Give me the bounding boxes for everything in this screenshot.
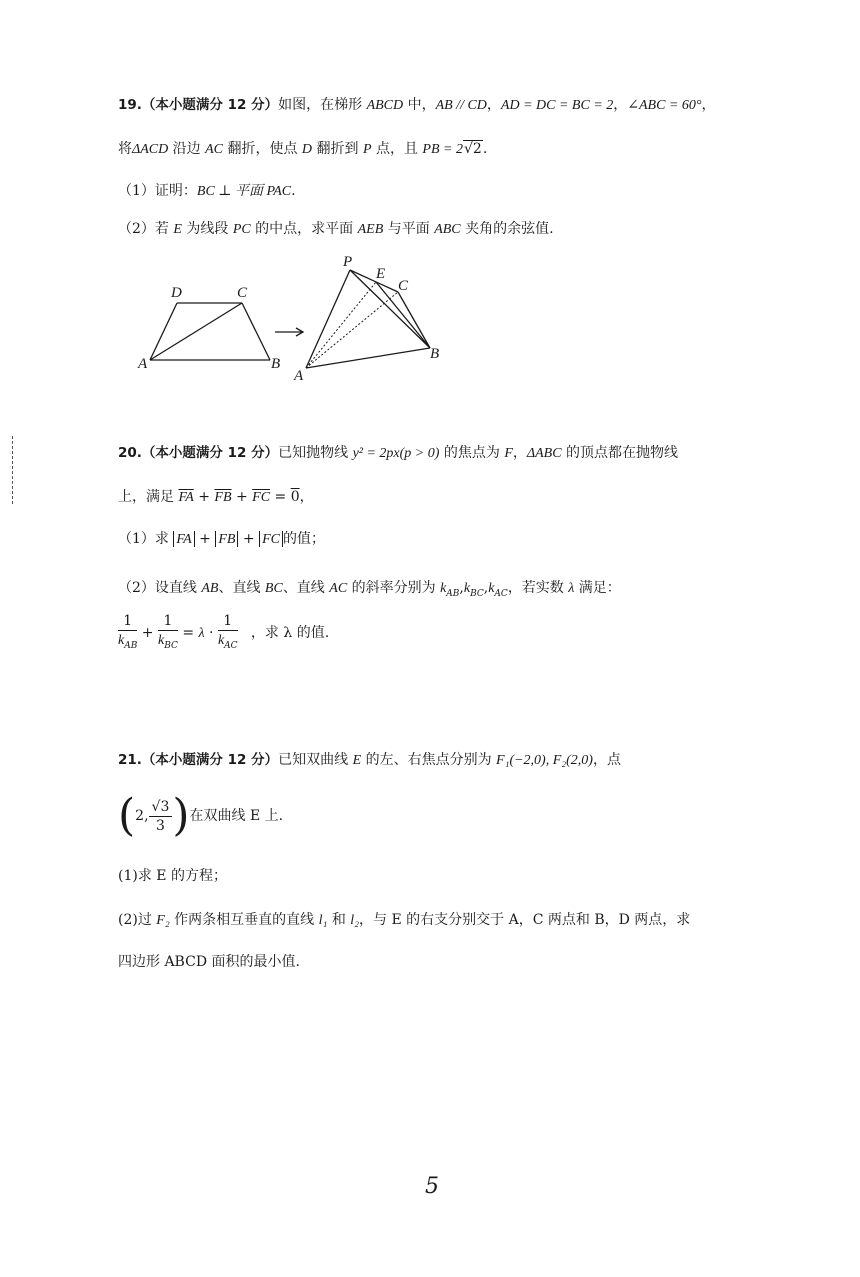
q20-sub1-text: （1）求 <box>118 531 174 547</box>
fold-ac-dashed <box>306 292 398 368</box>
margin-binding-mark <box>12 436 13 504</box>
label-p: P <box>343 254 353 270</box>
q20-abs-fa <box>173 531 194 547</box>
q20-abs-fc <box>259 531 283 547</box>
q20-line2: 上，满足 $\overline{FA} + \overline{FB} + \overline{FC} = 0$， <box>118 489 314 505</box>
frac-num: 1 <box>118 612 137 631</box>
q20-number: 20. <box>118 445 142 461</box>
q21-sub3-text: 四边形 ABCD 面积的最小值. <box>118 954 300 970</box>
fold-pc <box>350 270 398 292</box>
q20-text: ， <box>299 489 314 505</box>
label-c: C <box>237 285 248 301</box>
q19-line2 <box>118 139 487 160</box>
fold-ab <box>306 348 430 368</box>
q21-text: 和 <box>327 912 351 928</box>
q20-text: 、直线 <box>218 580 265 596</box>
q20-k: k <box>157 632 165 648</box>
q20-triangle: ΔABC <box>526 446 562 461</box>
q20-score-tag: （本小题满分 12 分） <box>141 445 279 461</box>
q20-vec-fb: $\overline{FB}$ <box>214 490 232 505</box>
q20-k: k <box>488 581 495 596</box>
q21-sub1-text: (1)求 E 的方程； <box>118 868 227 884</box>
q19-perp: BC ⊥ 平面 <box>196 184 267 199</box>
q19-pb: PB = 2 <box>422 142 463 157</box>
q19-parallel: AB // CD <box>435 98 487 113</box>
q21-line1 <box>118 750 621 771</box>
label-a: A <box>138 356 148 372</box>
q19-abcd: ABCD <box>366 98 404 113</box>
q21-foci: F₁(−2,0), F₂(2,0) <box>496 753 593 768</box>
q20-sub-ac: AC <box>494 589 508 599</box>
q20-bc: BC <box>264 581 283 596</box>
q20-tail: ，求 λ 的值. <box>250 625 330 641</box>
q20-lambda: λ <box>568 581 575 596</box>
q19-text: . <box>482 141 488 157</box>
q20-k: k <box>118 632 125 648</box>
frac-den <box>118 631 137 655</box>
q20-vec-fa: $\overline{FA}$ <box>178 490 194 505</box>
q20-sub2: （2）设直线 AB、直线 BC、直线 AC 的斜率分别为 $k_{AB},k_{BC},k_{AC}$，若实数 λ 满足： <box>118 580 621 599</box>
q19-text: 如图，在梯形 <box>278 97 367 113</box>
q21-e: E <box>352 753 362 768</box>
q19-text: 将 <box>118 141 132 157</box>
q19-abc: ABC <box>434 222 461 237</box>
q21-sub2-text: (2)过 <box>118 912 157 928</box>
q19-p: P <box>362 142 372 157</box>
q20-text: 的斜率分别为 <box>347 580 441 596</box>
q20-sub-bc: BC <box>470 589 484 599</box>
q19-ac: AC <box>205 142 224 157</box>
label-e: E <box>376 266 386 282</box>
q19-text: . <box>291 183 296 199</box>
frac-num: 1 <box>218 612 238 631</box>
q19-text: ， <box>486 97 501 113</box>
q21-point-y <box>149 798 173 835</box>
q19-pc: PC <box>232 222 251 237</box>
q21-text: 在双曲线 E 上. <box>189 808 284 824</box>
frac-den: 3 <box>155 817 165 834</box>
q19-text: 沿边 <box>168 141 206 157</box>
q20-fa: FA <box>176 532 192 547</box>
q19-number: 19. <box>118 97 142 113</box>
frac-num: 1 <box>158 612 178 631</box>
q20-k: k <box>463 581 471 596</box>
q21-l2: l₂ <box>350 913 360 928</box>
fold-pa <box>306 270 350 368</box>
q20-k: k <box>440 581 447 596</box>
q19-aeb: AEB <box>357 222 384 237</box>
fold-ae-dashed <box>306 282 376 368</box>
q21-l1: l₁ <box>318 913 328 928</box>
q21-right-paren: ) <box>172 790 190 841</box>
q20-frac-bc <box>158 612 178 655</box>
q19-sub1-text: （1）证明： <box>118 183 197 199</box>
q20-text: 上，满足 <box>118 489 179 505</box>
q20-fc: FC <box>262 532 280 547</box>
q21-f2: F₂ <box>156 913 170 928</box>
q21-text: 已知双曲线 <box>278 752 353 768</box>
label-c2: C <box>398 278 409 294</box>
q19-angle: ∠ABC = 60° <box>627 98 702 113</box>
q20-k: k <box>217 632 225 648</box>
q20-sub2-text: （2）设直线 <box>118 580 202 596</box>
q20-fb: FB <box>218 532 236 547</box>
q20-sub-ac: AC <box>224 640 238 651</box>
q20-sub1: （1）求 FA + FB + FC 的值； <box>118 531 325 547</box>
q20-frac-ab <box>118 612 137 655</box>
q21-text: ，点 <box>592 752 621 768</box>
q20-sub-ab: AB <box>124 640 138 651</box>
q21-sub1 <box>118 866 227 886</box>
q20-abs-fb <box>215 531 238 547</box>
q20-lambda: λ <box>198 626 205 641</box>
q19-score-tag: （本小题满分 12 分） <box>141 97 279 113</box>
q21-text: 作两条相互垂直的直线 <box>169 912 319 928</box>
q19-d: D <box>301 142 313 157</box>
q21-score-tag: （本小题满分 12 分） <box>141 752 279 768</box>
q19-sub2 <box>118 219 554 240</box>
q19-text: ， <box>613 97 628 113</box>
q21-line2 <box>118 788 283 844</box>
frac-num: √3 <box>149 798 173 817</box>
q19-text: 的中点，求平面 <box>250 221 358 237</box>
q19-pac: PAC <box>266 184 292 199</box>
page-number: 5 <box>425 1174 439 1199</box>
q20-sub-ab: AB <box>446 589 460 599</box>
label-b2: B <box>430 346 440 362</box>
q19-sqrt2: √2 <box>463 141 482 157</box>
q19-text: 翻折，使点 <box>223 141 302 157</box>
label-d: D <box>171 285 182 301</box>
q20-f: F <box>504 446 513 461</box>
q20-text: 已知抛物线 <box>278 445 353 461</box>
q19-sub2-text: （2）若 <box>118 221 174 237</box>
q19-text: 点，且 <box>371 141 423 157</box>
q20-text: 的顶点都在抛物线 <box>561 445 678 461</box>
q20-text: 的值； <box>282 531 325 547</box>
q20-frac-ac <box>218 612 238 655</box>
q20-vec-zero: 0 <box>290 489 300 505</box>
q19-text: 夹角的余弦值. <box>460 221 554 237</box>
q20-formula: $\frac{1}{k_{AB}}$ + $\frac{1}{k_{BC}}$ = λ · $\frac{1}{k_{AC}}$ ，求 λ 的值. <box>118 610 329 657</box>
q19-text: 为线段 <box>181 221 233 237</box>
q20-line1 <box>118 443 678 464</box>
q20-text: ， <box>512 445 527 461</box>
q20-vec-fc: $\overline{FC}$ <box>252 490 271 505</box>
q19-text: 中， <box>403 97 436 113</box>
q19-sub1 <box>118 181 296 202</box>
q19-line1 <box>118 95 715 116</box>
q19-text: 与平面 <box>383 221 435 237</box>
q19-text: 翻折到 <box>312 141 363 157</box>
q20-ac: AC <box>329 581 348 596</box>
q20-sub-bc: BC <box>164 640 178 651</box>
q19-figure <box>130 250 460 385</box>
q20-text: 的焦点为 <box>439 445 505 461</box>
q21-left-paren: ( <box>118 790 136 841</box>
fold-pb <box>350 270 430 348</box>
q20-ab: AB <box>201 581 219 596</box>
frac-den <box>158 631 178 655</box>
frac-den <box>218 631 238 655</box>
q19-lengths: AD = DC = BC = 2 <box>500 98 614 113</box>
q20-text: ，若实数 <box>507 580 569 596</box>
q19-e: E <box>173 222 182 237</box>
q21-number: 21. <box>118 752 142 768</box>
q19-triangle: ΔACD <box>132 142 169 157</box>
q21-text: ，与 E 的右支分别交于 A，C 两点和 B，D 两点，求 <box>359 912 691 928</box>
q20-text: 、直线 <box>282 580 330 596</box>
q21-sub2 <box>118 910 690 931</box>
q20-text: 满足： <box>574 580 621 596</box>
label-a2: A <box>294 368 304 384</box>
q20-parabola: y² = 2px(p > 0) <box>352 446 440 461</box>
trap-cb <box>242 303 270 360</box>
q19-text: ， <box>701 97 716 113</box>
fold-cb <box>398 292 430 348</box>
q21-point-x: 2, <box>135 808 149 824</box>
q21-sub3 <box>118 952 300 972</box>
q21-text: 的左、右焦点分别为 <box>361 752 497 768</box>
label-b: B <box>271 356 281 372</box>
